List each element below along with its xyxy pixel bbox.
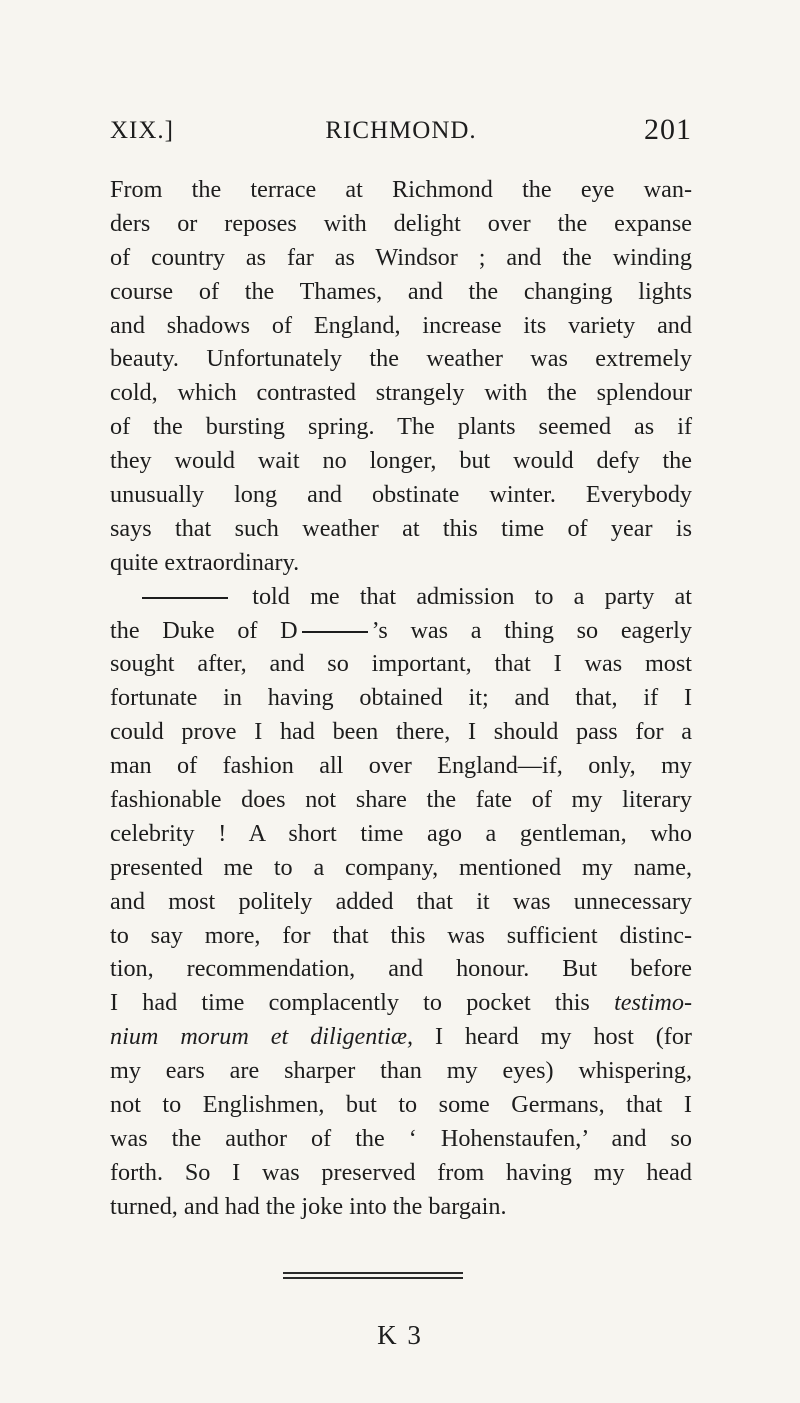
text-line: man of fashion all over England—if, only, my (110, 752, 692, 780)
text-fragment: I heard my host (for (434, 1023, 692, 1051)
text-line-dash (110, 580, 692, 614)
chapter-marker: XIX.] (110, 117, 175, 144)
text-line: could prove I had been there, I should pass for a (110, 718, 692, 746)
text-line-italic-start (110, 1020, 692, 1054)
text-line: quite extraordinary. (110, 548, 300, 576)
latin-phrase: testimo- (614, 989, 693, 1017)
text-line: celebrity ! A short time ago a gentleman, who (110, 819, 692, 847)
page-number: 201 (644, 113, 692, 146)
name-omission-dash (302, 631, 368, 633)
text-line: course of the Thames, and the changing lights (110, 277, 692, 305)
text-line: beauty. Unfortunately the weather was extremely (110, 345, 692, 373)
text-line: of country as far as Windsor ; and the winding (110, 243, 692, 271)
running-title: RICHMOND. (325, 117, 477, 144)
section-rule (283, 1277, 463, 1279)
text-line: ders or reposes with delight over the expanse (110, 209, 692, 237)
text-line: and most politely added that it was unnecessary (110, 887, 692, 915)
text-fragment: I had time complacently to pocket this (110, 989, 590, 1017)
text-line: fashionable does not share the fate of my literary (110, 786, 692, 814)
section-rule (283, 1272, 463, 1274)
latin-phrase: nium morum et diligentiæ, (110, 1023, 413, 1051)
text-line: turned, and had the joke into the bargain. (110, 1192, 507, 1220)
text-fragment: the Duke of D (110, 616, 298, 644)
text-line: sought after, and so important, that I was most (110, 650, 692, 678)
text-fragment: ’s was a thing so eagerly (371, 616, 692, 644)
text-line: they would wait no longer, but would defy the (110, 447, 692, 475)
text-line-italic-end (110, 986, 692, 1020)
text-line: fortunate in having obtained it; and that, if I (110, 684, 692, 712)
body-text (110, 173, 692, 1224)
text-line-dash (110, 614, 692, 648)
text-line: From the terrace at Richmond the eye wan- (110, 176, 692, 203)
text-line: presented me to a company, mentioned my name, (110, 853, 692, 881)
text-line: tion, recommendation, and honour. But before (110, 955, 692, 983)
text-line: and shadows of England, increase its variety and (110, 311, 692, 339)
text-line: was the author of the ‘ Hohenstaufen,’ and so (110, 1124, 692, 1152)
text-line: of the bursting spring. The plants seemed as if (110, 413, 692, 441)
running-head (110, 113, 692, 151)
text-fragment: told me that admission to a party at (252, 582, 692, 610)
text-line: my ears are sharper than my eyes) whispering, (110, 1057, 692, 1085)
text-line: says that such weather at this time of year is (110, 514, 692, 542)
signature-mark: K 3 (377, 1320, 423, 1350)
text-line: to say more, for that this was sufficient distinc- (110, 921, 692, 949)
name-omission-dash (142, 597, 228, 599)
text-line: forth. So I was preserved from having my head (110, 1158, 692, 1186)
text-line: unusually long and obstinate winter. Everybody (110, 481, 692, 509)
text-line: not to Englishmen, but to some Germans, that I (110, 1091, 692, 1119)
text-line: cold, which contrasted strangely with the splendour (110, 379, 692, 407)
